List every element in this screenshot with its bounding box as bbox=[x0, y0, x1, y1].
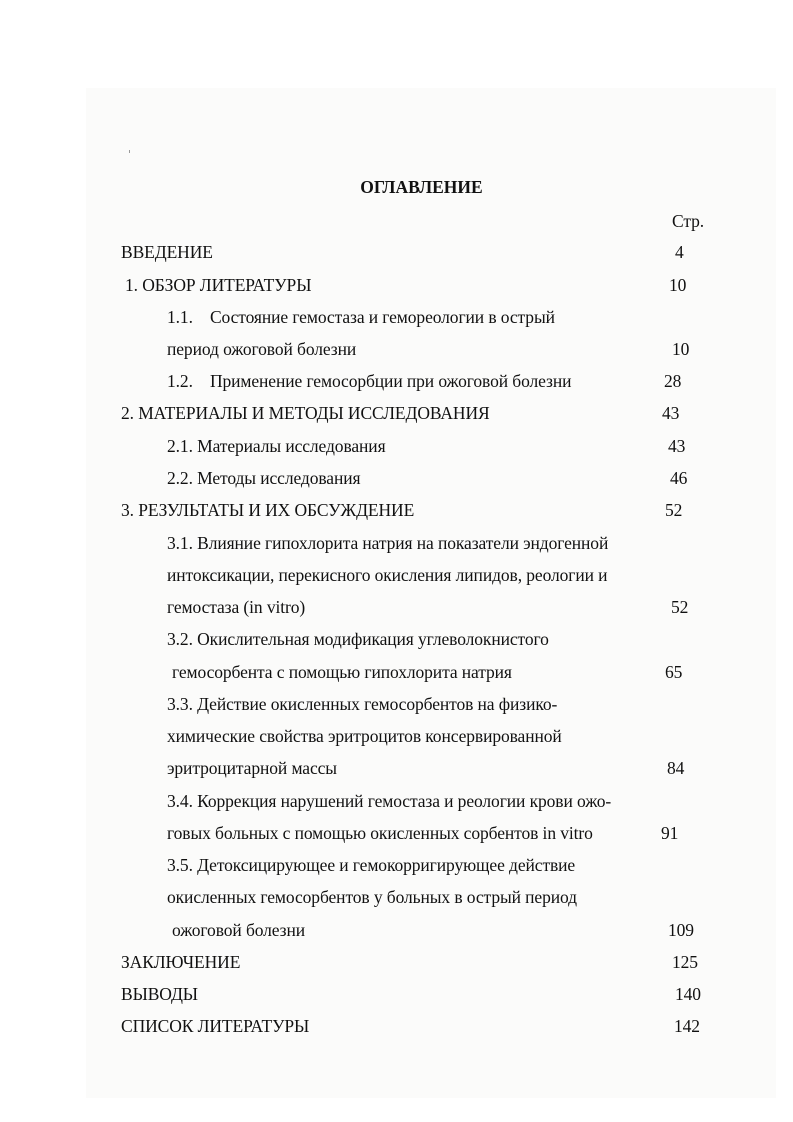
toc-entry-text: 3.3. Действие окисленных гемосорбентов на физико- bbox=[167, 694, 558, 714]
toc-entry-text: гемосорбента с помощью гипохлорита натрия bbox=[172, 662, 512, 682]
toc-entry-page: 65 bbox=[665, 662, 683, 682]
toc-entry-text: эритроцитарной массы bbox=[167, 758, 337, 778]
toc-entry-text: 1. ОБЗОР ЛИТЕРАТУРЫ bbox=[125, 275, 312, 295]
toc-entry-page: 52 bbox=[671, 597, 689, 617]
toc-entry-text: ВВЕДЕНИЕ bbox=[121, 242, 213, 262]
toc-entry-text: химические свойства эритроцитов консервированной bbox=[167, 726, 562, 746]
toc-entry-text: ЗАКЛЮЧЕНИЕ bbox=[121, 952, 241, 972]
toc-entry-page: 43 bbox=[662, 403, 680, 423]
toc-entry-text: 2.2. Методы исследования bbox=[167, 468, 361, 488]
toc-entry-text: 3.2. Окислительная модификация углеволокнистого bbox=[167, 629, 549, 649]
page-title: ОГЛАВЛЕНИЕ bbox=[360, 177, 483, 197]
toc-entry-page: 10 bbox=[672, 339, 690, 359]
toc-entry-text: 1.2. Применение гемосорбции при ожоговой болезни bbox=[167, 371, 572, 391]
scan-speck bbox=[129, 150, 130, 153]
toc-entry-text: 2.1. Материалы исследования bbox=[167, 436, 386, 456]
toc-entry-page: 140 bbox=[675, 984, 701, 1004]
toc-entry-page: 52 bbox=[665, 500, 683, 520]
toc-entry-page: 28 bbox=[664, 371, 682, 391]
toc-entry-text: СПИСОК ЛИТЕРАТУРЫ bbox=[121, 1016, 310, 1036]
toc-entry-text: гемостаза (in vitro) bbox=[167, 597, 306, 617]
toc-entry-text: интоксикации, перекисного окисления липидов, реологии и bbox=[167, 565, 608, 585]
toc-entry-text: 3. РЕЗУЛЬТАТЫ И ИХ ОБСУЖДЕНИЕ bbox=[121, 500, 415, 520]
toc-entry-page: 125 bbox=[672, 952, 698, 972]
toc-entry-text: 3.4. Коррекция нарушений гемостаза и реологии крови ожо- bbox=[167, 791, 612, 811]
toc-entry-text: 3.1. Влияние гипохлорита натрия на показатели эндогенной bbox=[167, 533, 609, 553]
toc-entry-page: 4 bbox=[675, 242, 684, 262]
toc-entry-page: 10 bbox=[669, 275, 687, 295]
toc-entry-text: 2. МАТЕРИАЛЫ И МЕТОДЫ ИССЛЕДОВАНИЯ bbox=[121, 403, 490, 423]
toc-entry-page: 109 bbox=[668, 920, 694, 940]
toc-entry-text: период ожоговой болезни bbox=[167, 339, 357, 359]
toc-entry-page: 43 bbox=[668, 436, 686, 456]
toc-entry-page: 84 bbox=[667, 758, 685, 778]
toc-entry-text: 1.1. Состояние гемостаза и гемореологии в острый bbox=[167, 307, 555, 327]
toc-entry-page: 91 bbox=[661, 823, 679, 843]
toc-entry-text: ВЫВОДЫ bbox=[121, 984, 198, 1004]
toc-entry-text: ожоговой болезни bbox=[172, 920, 306, 940]
toc-entry-text: 3.5. Детоксицирующее и гемокорригирующее действие bbox=[167, 855, 576, 875]
toc-entry-text: говых больных с помощью окисленных сорбентов in vitro bbox=[167, 823, 593, 843]
toc-entry-text: окисленных гемосорбентов у больных в острый период bbox=[167, 887, 577, 907]
toc-entry-page: 46 bbox=[670, 468, 688, 488]
toc-entry-page: 142 bbox=[674, 1016, 700, 1036]
page-column-label: Стр. bbox=[672, 211, 705, 231]
scan-background bbox=[86, 88, 776, 1098]
